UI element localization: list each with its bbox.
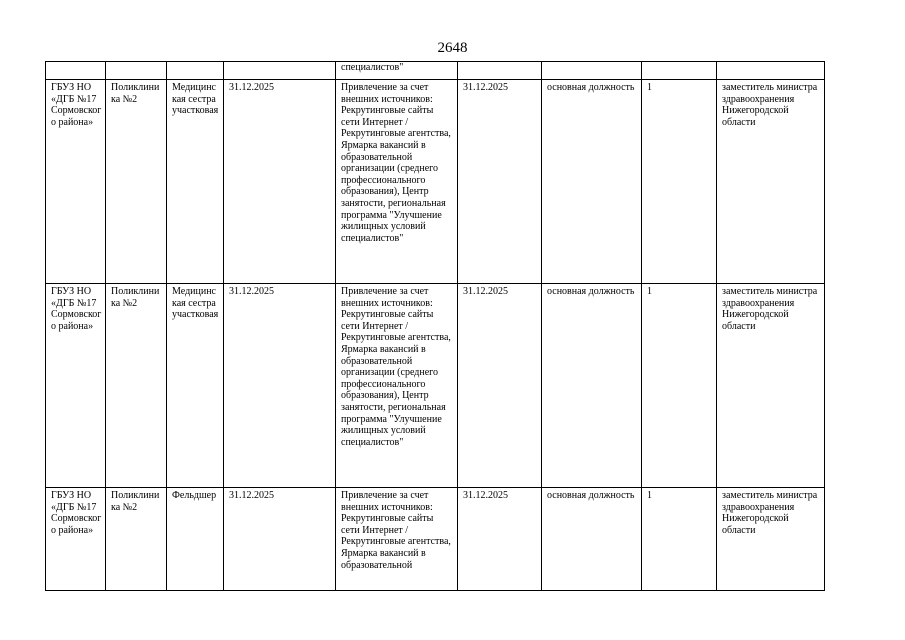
table-cell	[106, 62, 167, 80]
source-cell	[336, 488, 458, 591]
table-cell	[46, 62, 106, 80]
date-cell: 31.12.2025	[224, 284, 336, 488]
table-cell	[458, 62, 542, 80]
table-cell	[224, 62, 336, 80]
deadline-cell: 31.12.2025	[458, 284, 542, 488]
unit-cell: Поликлиника №2	[106, 80, 167, 284]
source-cell: Привлечение за счет внешних источников: Рекрутинговые сайты сети Интернет / Рекрутинговые агентства, Ярмарка вакансий в образовательной организации (среднего профессионального образования), Центр занятости, региональная программа "Улучшение жилищных условий специалистов"	[336, 284, 458, 488]
count-cell: 1	[642, 284, 717, 488]
position-cell: Медицинская сестра участковая	[167, 80, 224, 284]
unit-cell: Поликлиника №2	[106, 284, 167, 488]
table-cell	[717, 62, 825, 80]
deadline-cell: 31.12.2025	[458, 488, 542, 591]
type-cell: основная должность	[542, 80, 642, 284]
table-row-continuation	[46, 62, 825, 80]
org-cell: ГБУЗ НО «ДГБ №17 Сормовского района»	[46, 284, 106, 488]
position-cell: Фельдшер	[167, 488, 224, 591]
table-row	[46, 80, 825, 284]
deadline-cell: 31.12.2025	[458, 80, 542, 284]
position-cell: Медицинская сестра участковая	[167, 284, 224, 488]
responsible-cell: заместитель министра здравоохранения Нижегородской области	[717, 284, 825, 488]
table-cell	[642, 62, 717, 80]
type-cell: основная должность	[542, 284, 642, 488]
page-number: 2648	[437, 40, 468, 56]
positions-table	[45, 61, 825, 591]
responsible-cell: заместитель министра здравоохранения Нижегородской области	[717, 488, 825, 591]
org-cell: ГБУЗ НО «ДГБ №17 Сормовского района»	[46, 488, 106, 591]
org-cell: ГБУЗ НО «ДГБ №17 Сормовского района»	[46, 80, 106, 284]
unit-cell: Поликлиника №2	[106, 488, 167, 591]
count-cell: 1	[642, 80, 717, 284]
source-cell: Привлечение за счет внешних источников: Рекрутинговые сайты сети Интернет / Рекрутинговые агентства, Ярмарка вакансий в образовательной организации (среднего профессионального образования), Центр занятости, региональная программа "Улучшение жилищных условий специалистов"	[336, 80, 458, 284]
table-cell	[542, 62, 642, 80]
responsible-cell: заместитель министра здравоохранения Нижегородской области	[717, 80, 825, 284]
continued-source-text: специалистов"	[341, 62, 404, 73]
source-text: Привлечение за счет внешних источников: Рекрутинговые сайты сети Интернет / Рекрутинговые агентства, Ярмарка вакансий в образовательной	[341, 490, 451, 571]
date-cell: 31.12.2025	[224, 488, 336, 591]
table-cell	[167, 62, 224, 80]
table-row	[46, 488, 825, 591]
count-cell: 1	[642, 488, 717, 591]
type-cell: основная должность	[542, 488, 642, 591]
table-row	[46, 284, 825, 488]
continued-source-cell	[336, 62, 458, 80]
date-cell: 31.12.2025	[224, 80, 336, 284]
